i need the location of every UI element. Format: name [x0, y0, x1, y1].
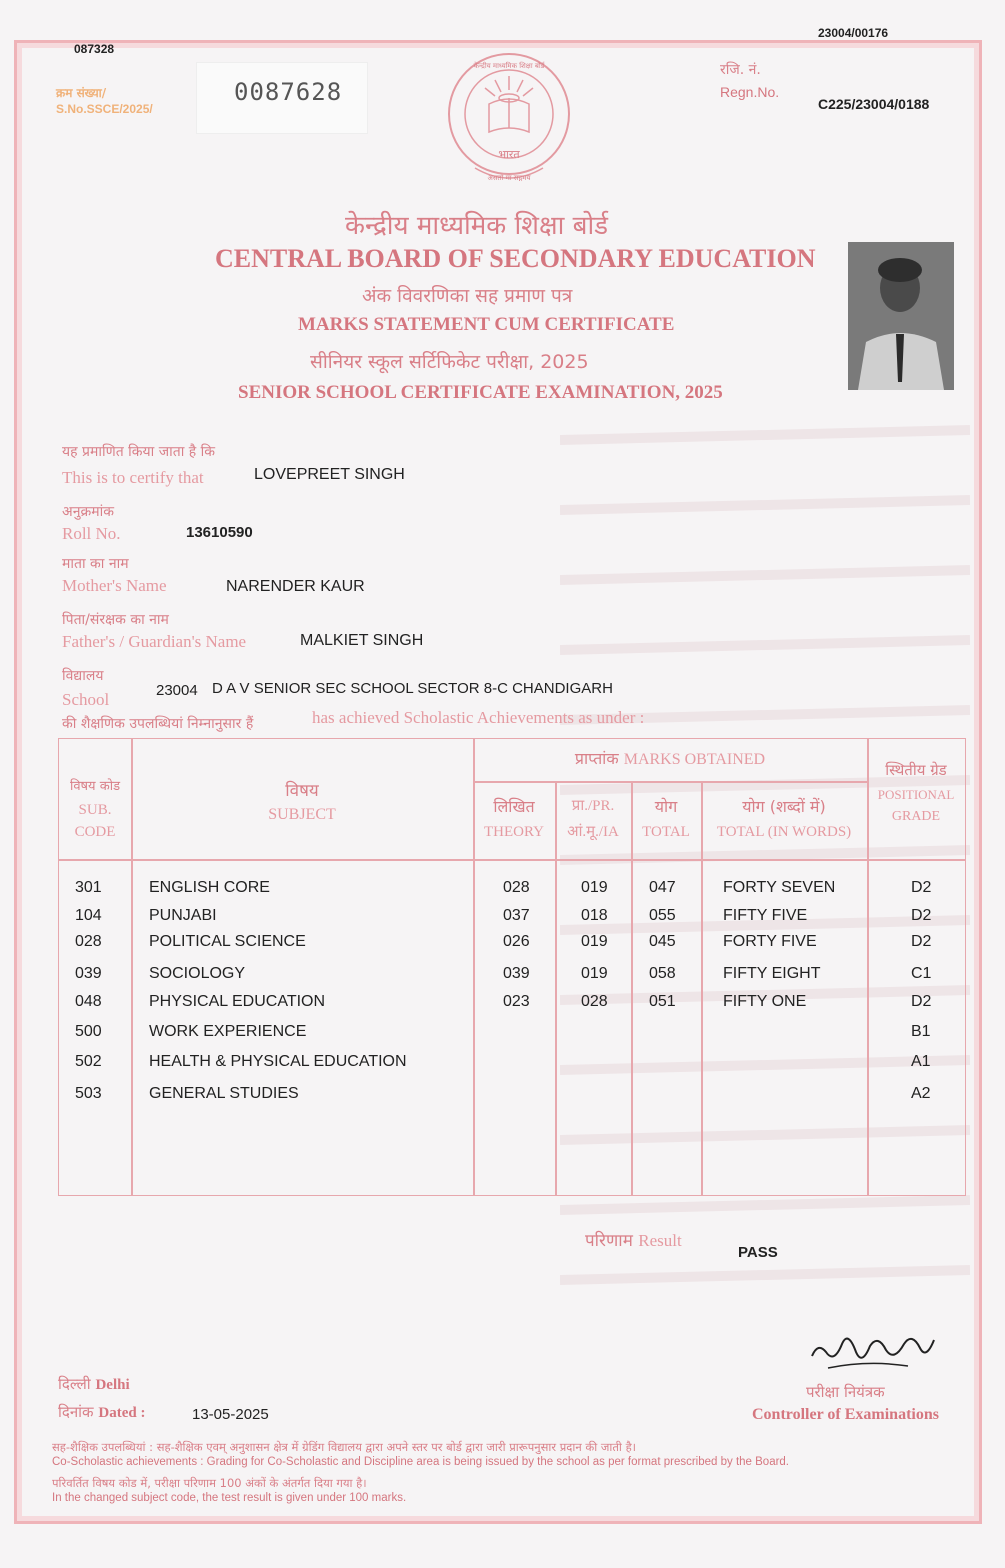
- school-label-hindi: विद्यालय: [62, 668, 104, 684]
- header-ia-pr: प्रा./PR.: [571, 798, 615, 814]
- regn-number: C225/23004/0188: [818, 96, 930, 112]
- header-code-english-1: SUB.: [78, 802, 112, 818]
- controller-hindi: परीक्षा नियंत्रक: [806, 1383, 885, 1401]
- top-left-number: 087328: [74, 42, 115, 56]
- cell-theory: 026: [503, 933, 530, 950]
- cell-total: 055: [649, 907, 676, 924]
- header-subject-english: SUBJECT: [268, 806, 336, 823]
- place-english: Delhi: [95, 1377, 130, 1393]
- school-label-english: School: [62, 690, 110, 709]
- achieve-english: has achieved Scholastic Achievements as under :: [312, 708, 645, 727]
- header-grade-english-1: POSITIONAL: [877, 787, 955, 802]
- statement-title-hindi: अंक विवरणिका सह प्रमाण पत्र: [362, 285, 573, 307]
- header-marks: [473, 749, 867, 769]
- candidate-name: LOVEPREET SINGH: [254, 466, 405, 483]
- cell-subject: POLITICAL SCIENCE: [149, 933, 306, 950]
- cell-words: FIFTY ONE: [723, 993, 807, 1010]
- cell-ia: 019: [581, 965, 608, 982]
- school-code: 23004: [156, 682, 198, 699]
- date-label-hindi: दिनांक: [58, 1403, 94, 1421]
- result-label-english: Result: [638, 1231, 682, 1250]
- exam-title-hindi: सीनियर स्कूल सर्टिफिकेट परीक्षा, 2025: [310, 351, 589, 373]
- cell-grade: A2: [911, 1085, 931, 1102]
- cell-words: FIFTY EIGHT: [723, 965, 821, 982]
- cell-ia: 019: [581, 933, 608, 950]
- header-theory-english: THEORY: [484, 824, 544, 840]
- roll-label-english: Roll No.: [62, 524, 121, 543]
- header-marks-english: MARKS OBTAINED: [623, 751, 766, 768]
- cell-theory: 028: [503, 879, 530, 896]
- signature-icon: [808, 1322, 948, 1382]
- controller-english: Controller of Examinations: [752, 1406, 939, 1423]
- cell-code: 502: [75, 1053, 102, 1070]
- cell-subject: PUNJABI: [149, 907, 217, 924]
- exam-title-english: SENIOR SCHOOL CERTIFICATE EXAMINATION, 2025: [238, 382, 723, 403]
- cell-grade: B1: [911, 1023, 931, 1040]
- cell-subject: GENERAL STUDIES: [149, 1085, 299, 1102]
- roll-label-hindi: अनुक्रमांक: [62, 504, 114, 520]
- header-code-english-2: CODE: [74, 824, 116, 840]
- cell-ia: 019: [581, 879, 608, 896]
- cell-total: 045: [649, 933, 676, 950]
- header-code-hindi: विषय कोड: [69, 779, 121, 794]
- cell-grade: D2: [911, 907, 932, 924]
- cell-total: 047: [649, 879, 676, 896]
- seal-bottom-text: असतो मा सद्गमय: [487, 174, 531, 182]
- footer-line-1: सह-शैक्षिक उपलब्धियां : सह-शैक्षिक एवम् अनुशासन क्षेत्र में ग्रेडिंग विद्यालय द्वारा अपने स्तर पर बोर्ड द्वारा जारी प्रारूपनुसार प्रदान की जाती है।: [52, 1440, 637, 1454]
- header-ia-english: आं.मू./IA: [567, 824, 619, 840]
- achieve-hindi: की शैक्षणिक उपलब्धियां निम्नानुसार हैं: [62, 716, 254, 732]
- certify-english: This is to certify that: [62, 468, 204, 487]
- marks-table: [58, 738, 966, 1196]
- footer-line-3: परिवर्तित विषय कोड में, परीक्षा परिणाम 100 अंकों के अंतर्गत दिया गया है।: [52, 1476, 367, 1490]
- place-hindi: दिल्ली: [58, 1375, 91, 1393]
- header-words-hindi: योग (शब्दों में): [742, 797, 826, 816]
- footer-line-2: Co-Scholastic achievements : Grading for Co-Scholastic and Discipline area is being issued by the school as per format prescribed by the Board.: [52, 1456, 790, 1468]
- date-label: [58, 1402, 145, 1422]
- header-total-hindi: योग: [654, 797, 678, 816]
- cell-grade: D2: [911, 879, 932, 896]
- header-grade-hindi: स्थितीय ग्रेड: [885, 761, 947, 779]
- serial-label-hindi: क्रम संख्या/: [56, 86, 107, 100]
- seal-top-text: केन्द्रीय माध्यमिक शिक्षा बोर्ड: [473, 62, 545, 70]
- certify-hindi: यह प्रमाणित किया जाता है कि: [62, 444, 216, 460]
- cell-ia: 028: [581, 993, 608, 1010]
- candidate-photo-icon: [848, 242, 954, 390]
- father-label-english: Father's / Guardian's Name: [62, 632, 247, 651]
- cell-theory: 037: [503, 907, 530, 924]
- mother-label-hindi: माता का नाम: [62, 556, 129, 572]
- header-marks-hindi: प्राप्तांक: [574, 749, 619, 768]
- candidate-photo: [848, 242, 954, 390]
- board-title-hindi: केन्द्रीय माध्यमिक शिक्षा बोर्ड: [345, 211, 609, 241]
- statement-title-english: MARKS STATEMENT CUM CERTIFICATE: [298, 314, 675, 335]
- seal-mid-text: भारत: [498, 148, 520, 161]
- date-label-english: Dated :: [98, 1405, 146, 1421]
- cell-theory: 023: [503, 993, 530, 1010]
- board-title-english: CENTRAL BOARD OF SECONDARY EDUCATION: [215, 244, 816, 273]
- header-theory-hindi: लिखित: [493, 797, 535, 816]
- cell-subject: ENGLISH CORE: [149, 879, 270, 896]
- cell-code: 104: [75, 907, 102, 924]
- father-label-hindi: पिता/संरक्षक का नाम: [62, 612, 169, 628]
- regn-label-hindi: रजि. नं.: [720, 62, 761, 78]
- cell-code: 028: [75, 933, 102, 950]
- date-value: 13-05-2025: [192, 1406, 269, 1423]
- header-subject-hindi: विषय: [285, 781, 319, 801]
- cbse-seal-icon: [445, 46, 573, 188]
- father-name: MALKIET SINGH: [300, 632, 424, 649]
- mother-label-english: Mother's Name: [62, 576, 167, 595]
- serial-label-english: S.No.SSCE/2025/: [56, 102, 153, 116]
- cell-words: FORTY SEVEN: [723, 879, 836, 896]
- cell-words: FORTY FIVE: [723, 933, 817, 950]
- cell-code: 500: [75, 1023, 102, 1040]
- footer-line-4: In the changed subject code, the test result is given under 100 marks.: [52, 1492, 407, 1504]
- cell-words: FIFTY FIVE: [723, 907, 808, 924]
- header-grade-english-2: GRADE: [891, 809, 941, 824]
- cell-total: 051: [649, 993, 676, 1010]
- cell-subject: HEALTH & PHYSICAL EDUCATION: [149, 1053, 407, 1070]
- cell-subject: SOCIOLOGY: [149, 965, 246, 982]
- cell-grade: D2: [911, 993, 932, 1010]
- cell-code: 048: [75, 993, 102, 1010]
- cell-grade: D2: [911, 933, 932, 950]
- cell-grade: A1: [911, 1053, 931, 1070]
- header-total-english: TOTAL: [642, 824, 690, 840]
- cell-subject: WORK EXPERIENCE: [149, 1023, 307, 1040]
- header-words-english: TOTAL (IN WORDS): [716, 824, 852, 840]
- result-value: PASS: [738, 1244, 778, 1261]
- serial-number: 0087628: [234, 78, 343, 106]
- cell-code: 503: [75, 1085, 102, 1102]
- result-label: [585, 1228, 682, 1251]
- cell-ia: 018: [581, 907, 608, 924]
- cell-subject: PHYSICAL EDUCATION: [149, 993, 326, 1010]
- regn-label-english: Regn.No.: [720, 84, 780, 100]
- result-label-hindi: परिणाम: [585, 1231, 633, 1251]
- cell-theory: 039: [503, 965, 530, 982]
- cell-grade: C1: [911, 965, 932, 982]
- cell-code: 301: [75, 879, 102, 896]
- top-right-number: 23004/00176: [818, 26, 889, 40]
- roll-number: 13610590: [186, 524, 253, 541]
- mother-name: NARENDER KAUR: [226, 578, 365, 595]
- cell-total: 058: [649, 965, 676, 982]
- place: [58, 1374, 130, 1394]
- school-name: D A V SENIOR SEC SCHOOL SECTOR 8-C CHANDIGARH: [212, 680, 613, 697]
- cell-code: 039: [75, 965, 102, 982]
